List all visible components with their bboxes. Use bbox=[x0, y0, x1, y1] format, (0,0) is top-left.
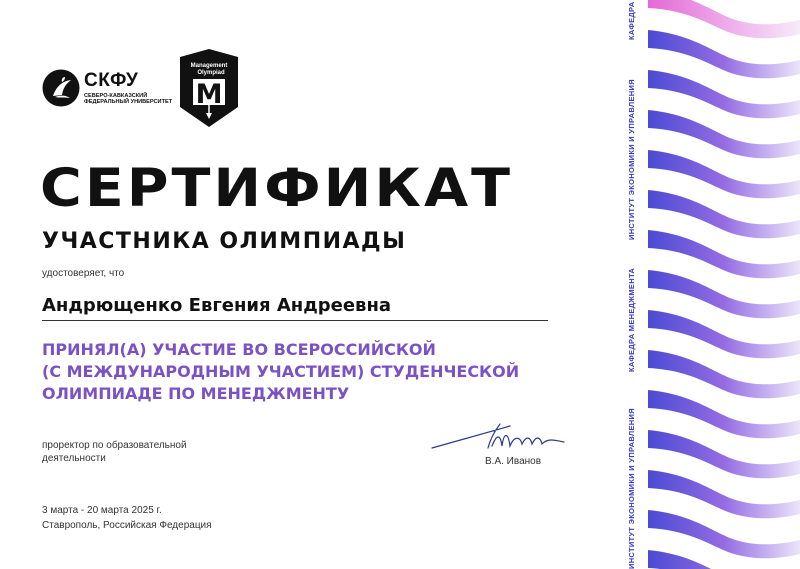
statement-line-1: ПРИНЯЛ(А) УЧАСТИЕ ВО ВСЕРОССИЙСКОЙ bbox=[42, 340, 436, 359]
participation-statement bbox=[42, 339, 562, 405]
mo-line2: Olympiad bbox=[197, 70, 225, 76]
event-dates: 3 марта - 20 марта 2025 г. bbox=[42, 505, 162, 516]
certifies-text: удостоверяет, что bbox=[42, 268, 125, 279]
side-label-1: ИНСТИТУТ ЭКОНОМИКИ И УПРАВЛЕНИЯ bbox=[627, 408, 636, 569]
signer-position-line-2: деятельности bbox=[42, 453, 106, 464]
side-label-3: ИНСТИТУТ ЭКОНОМИКИ И УПРАВЛЕНИЯ bbox=[627, 79, 636, 240]
mo-line1: Management bbox=[190, 63, 228, 69]
recipient-name: Андрющенко Евгения Андреевна bbox=[42, 295, 392, 316]
side-label-2: КАФЕДРА МЕНЕДЖМЕНТА bbox=[627, 267, 636, 372]
signer-name: В.А. Иванов bbox=[485, 456, 542, 467]
signature-image bbox=[430, 418, 570, 458]
mo-letter: M bbox=[195, 79, 223, 110]
signer-position-line-1: проректор по образовательной bbox=[42, 440, 187, 451]
skfu-emblem-icon bbox=[42, 69, 80, 107]
management-olympiad-logo bbox=[176, 47, 242, 131]
statement-line-3: ОЛИМПИАДЕ ПО МЕНЕДЖМЕНТУ bbox=[42, 384, 350, 403]
statement-line-2: (С МЕЖДУНАРОДНЫМ УЧАСТИЕМ) СТУДЕНЧЕСКОЙ bbox=[42, 362, 520, 381]
certificate-title: СЕРТИФИКАТ bbox=[40, 158, 513, 219]
name-underline bbox=[42, 320, 548, 321]
certificate-subtitle: УЧАСТНИКА ОЛИМПИАДЫ bbox=[42, 229, 407, 254]
side-label-4: КАФЕДРА bbox=[627, 1, 636, 40]
side-vertical-labels bbox=[627, 0, 641, 569]
event-place: Ставрополь, Российская Федерация bbox=[42, 520, 212, 531]
wave-ribbon bbox=[648, 0, 800, 38]
skfu-university-name: СЕВЕРО-КАВКАЗСКИЙ ФЕДЕРАЛЬНЫЙ УНИВЕРСИТЕТ bbox=[84, 93, 173, 106]
skfu-brand-text: СКФУ bbox=[84, 70, 139, 91]
signer-position bbox=[42, 439, 272, 465]
skfu-logo bbox=[42, 68, 173, 116]
